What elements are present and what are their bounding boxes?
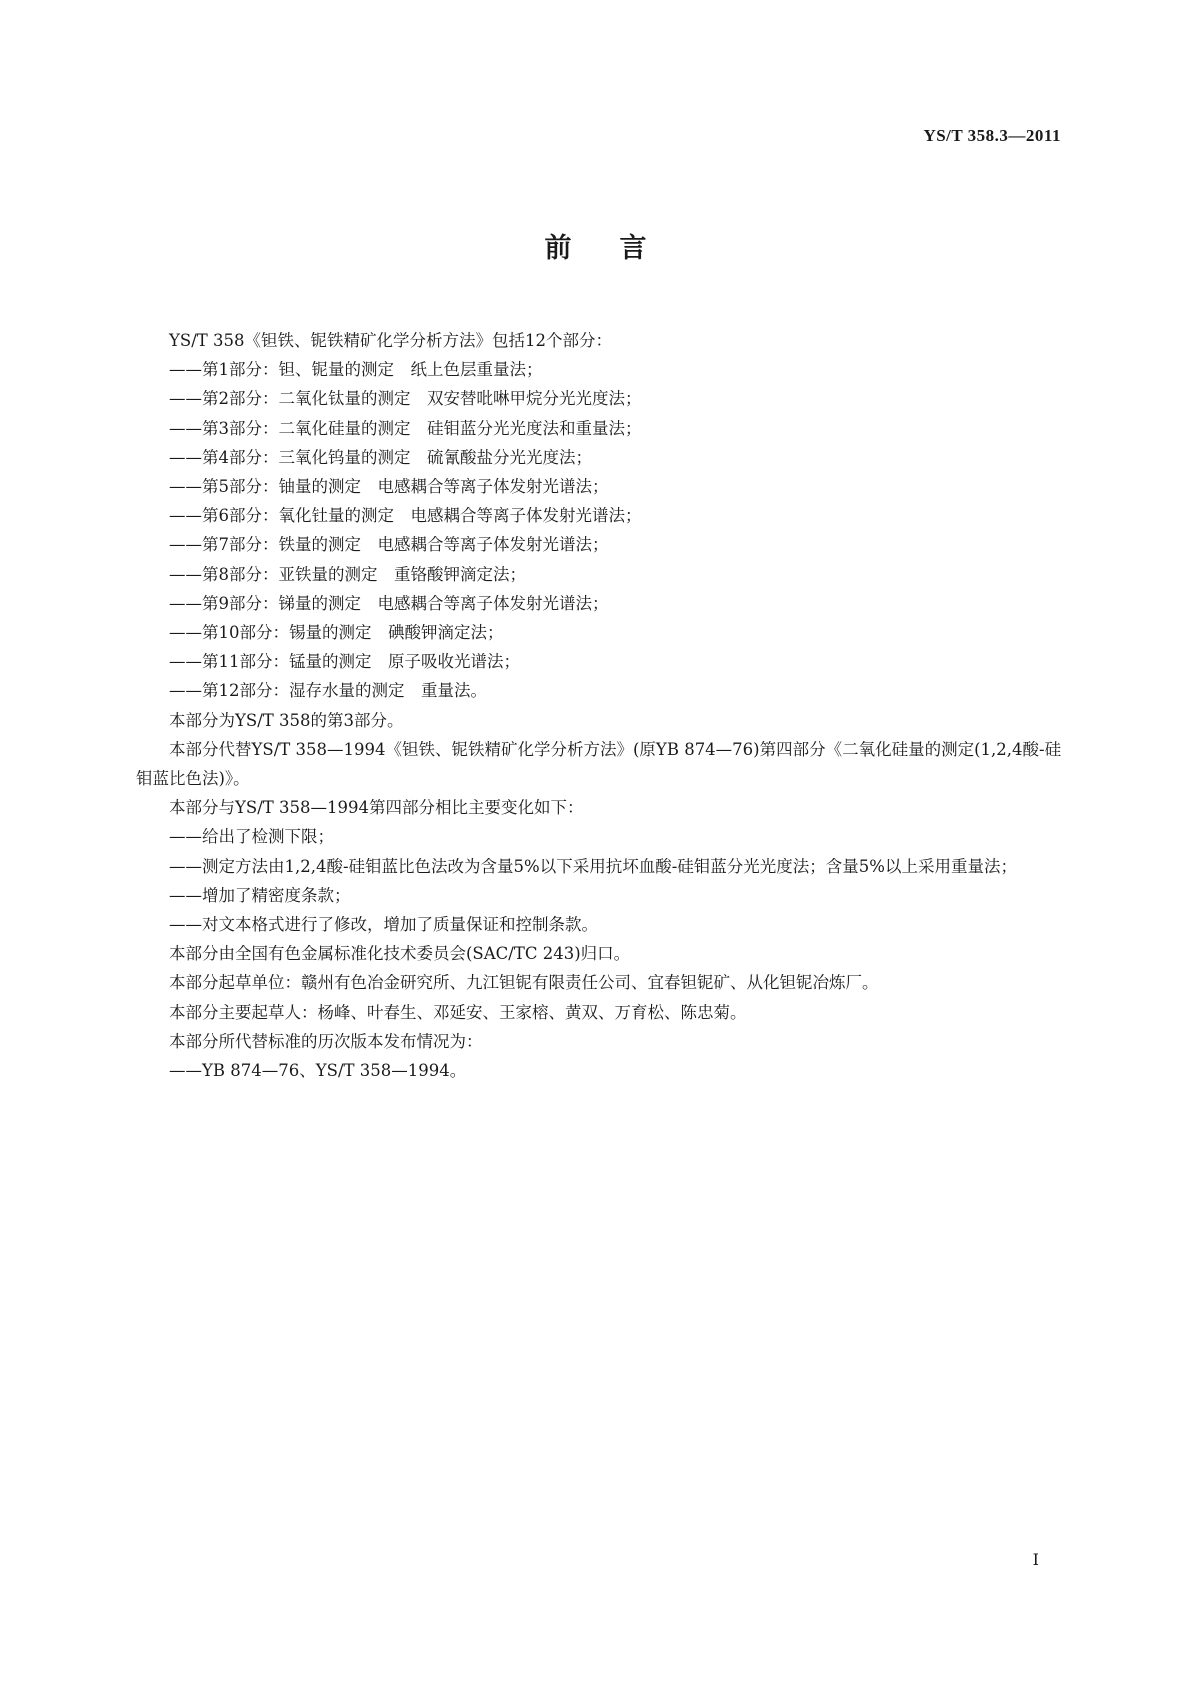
- list-item: ——第4部分：三氧化钨量的测定 硫氰酸盐分光光度法；: [169, 447, 592, 467]
- list-item: ——第12部分：湿存水量的测定 重量法。: [169, 681, 487, 701]
- committee-paragraph: 本部分由全国有色金属标准化技术委员会(SAC/TC 243)归口。: [169, 944, 631, 964]
- replaces-paragraph: 本部分代替YS/T 358—1994《钽铁、铌铁精矿化学分析方法》(原YB 874—76)第四部分《二氧化硅量的测定(1,2,4酸-硅钼蓝比色法)》。: [136, 739, 1062, 789]
- list-item: ——对文本格式进行了修改，增加了质量保证和控制条款。: [169, 915, 598, 935]
- parts-list: [136, 355, 1066, 705]
- list-item: ——第10部分：锡量的测定 碘酸钾滴定法；: [169, 623, 504, 643]
- this-part-paragraph: 本部分为YS/T 358的第3部分。: [169, 710, 404, 730]
- list-item: ——第2部分：二氧化钛量的测定 双安替吡啉甲烷分光光度法；: [169, 389, 642, 409]
- list-item: ——第6部分：氧化钍量的测定 电感耦合等离子体发射光谱法；: [169, 506, 642, 526]
- list-item: ——第7部分：铁量的测定 电感耦合等离子体发射光谱法；: [169, 535, 609, 555]
- list-item: ——增加了精密度条款；: [169, 885, 351, 905]
- list-item: ——第3部分：二氧化硅量的测定 硅钼蓝分光光度法和重量法；: [169, 418, 642, 438]
- changes-intro-paragraph: 本部分与YS/T 358—1994第四部分相比主要变化如下：: [169, 798, 584, 818]
- history-intro-paragraph: 本部分所代替标准的历次版本发布情况为：: [169, 1031, 483, 1051]
- history-list: [136, 1056, 1066, 1085]
- page-number: I: [1032, 1550, 1039, 1569]
- changes-list: [136, 822, 1066, 939]
- page-title: 前言: [544, 233, 695, 264]
- standard-code: YS/T 358.3—2011: [923, 126, 1061, 145]
- list-item: ——第9部分：锑量的测定 电感耦合等离子体发射光谱法；: [169, 593, 609, 613]
- list-item: ——第5部分：铀量的测定 电感耦合等离子体发射光谱法；: [169, 477, 609, 497]
- list-item: ——第11部分：锰量的测定 原子吸收光谱法；: [169, 652, 520, 672]
- list-item: ——给出了检测下限；: [169, 827, 334, 847]
- list-item: ——YB 874—76、YS/T 358—1994。: [169, 1061, 467, 1081]
- foreword-body: [136, 326, 1066, 1085]
- drafters-paragraph: 本部分主要起草人：杨峰、叶春生、邓延安、王家榕、黄双、万育松、陈忠菊。: [169, 1002, 747, 1022]
- drafting-units-paragraph: 本部分起草单位：赣州有色冶金研究所、九江钽铌有限责任公司、宜春钽铌矿、从化钽铌冶炼厂。: [169, 973, 879, 993]
- intro-paragraph: YS/T 358《钽铁、铌铁精矿化学分析方法》包括12个部分：: [169, 331, 612, 350]
- list-item: ——第1部分：钽、铌量的测定 纸上色层重量法；: [169, 360, 543, 380]
- list-item: ——第8部分：亚铁量的测定 重铬酸钾滴定法；: [169, 564, 526, 584]
- list-item: ——测定方法由1,2,4酸-硅钼蓝比色法改为含量5%以下采用抗坏血酸-硅钼蓝分光光度法；含量5%以上采用重量法；: [169, 856, 1017, 876]
